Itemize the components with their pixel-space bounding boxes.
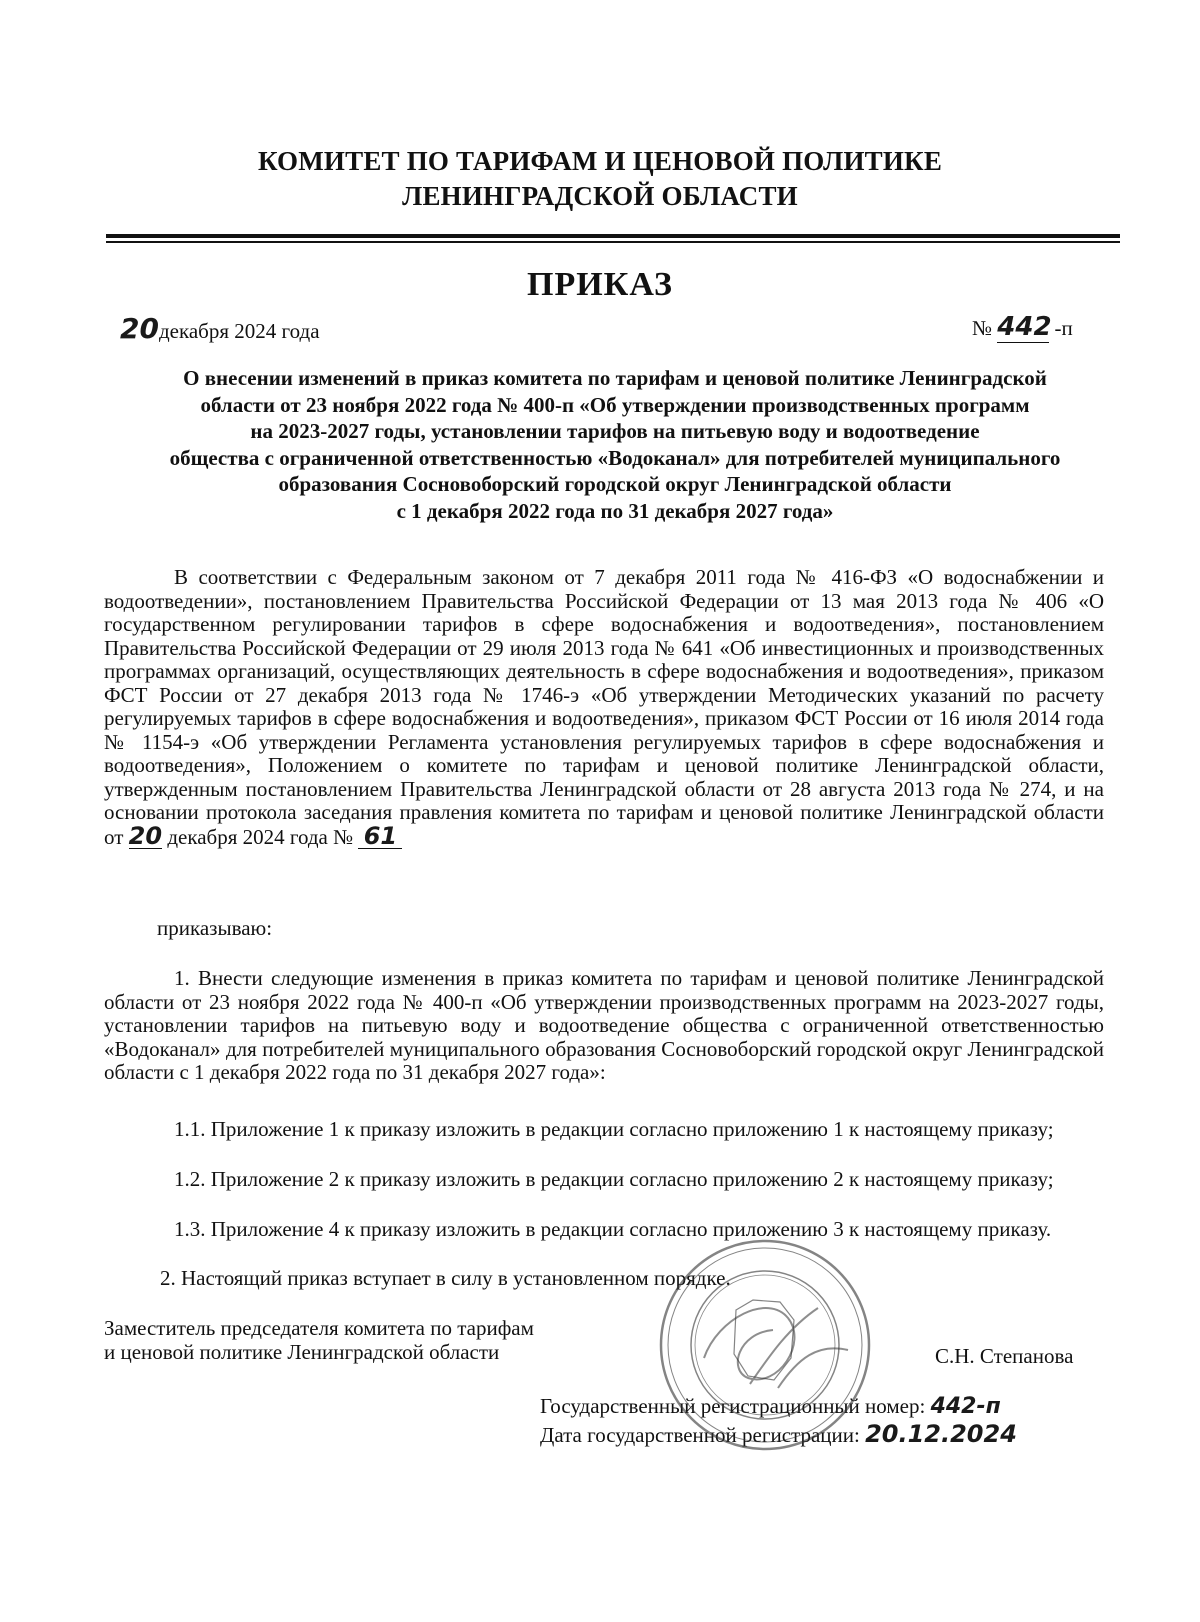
seal-outer-ring bbox=[661, 1241, 869, 1449]
protocol-number-handwritten: 61 bbox=[358, 825, 402, 850]
number-prefix: № bbox=[972, 316, 993, 340]
subject-line: области от 23 ноября 2022 года № 400-п «Об утверждении производственных программ bbox=[200, 392, 1030, 417]
header-rule-thin bbox=[106, 241, 1120, 243]
subject-line: на 2023-2027 годы, установлении тарифов на питьевую воду и водоотведение bbox=[250, 419, 980, 443]
date-day-handwritten: 20 bbox=[120, 312, 159, 345]
date-rest: декабря 2024 года bbox=[158, 319, 320, 343]
item-2: 2. Настоящий приказ вступает в силу в установленном порядке. bbox=[160, 1266, 731, 1290]
document-type-title: ПРИКАЗ bbox=[527, 266, 673, 303]
registration-number-label: Государственный регистрационный номер: bbox=[540, 1394, 926, 1418]
signatory-position-line1: Заместитель председателя комитета по тарифам bbox=[104, 1316, 534, 1340]
registration-number-handwritten: 442-п bbox=[930, 1394, 1001, 1419]
subject-line: общества с ограниченной ответственностью «Водоканал» для потребителей муниципального bbox=[169, 445, 1061, 470]
registration-date-label: Дата государственной регистрации: bbox=[540, 1423, 860, 1447]
order-word: приказываю: bbox=[157, 916, 273, 940]
seal-emblem bbox=[734, 1300, 794, 1380]
item-1-3: 1.3. Приложение 4 к приказу изложить в редакции согласно приложению 3 к настоящему приказу. bbox=[174, 1217, 1052, 1241]
document-date bbox=[120, 312, 320, 345]
item-1-2: 1.2. Приложение 2 к приказу изложить в редакции согласно приложению 2 к настоящему приказу; bbox=[174, 1167, 1054, 1191]
preamble-paragraph bbox=[104, 566, 1104, 849]
org-name-line2: ЛЕНИНГРАДСКОЙ ОБЛАСТИ bbox=[402, 181, 798, 211]
handwritten-signature bbox=[704, 1308, 848, 1388]
document-number bbox=[972, 312, 1073, 343]
preamble-tail: декабря 2024 года № bbox=[167, 824, 354, 849]
protocol-day-handwritten: 20 bbox=[128, 821, 163, 850]
signatory-name: С.Н. Степанова bbox=[935, 1344, 1074, 1368]
registration-date-handwritten: 20.12.2024 bbox=[865, 1420, 1017, 1448]
seal-inner-ring bbox=[691, 1271, 839, 1419]
subject-line: образования Сосновоборский городской округ Ленинградской области bbox=[278, 472, 952, 496]
number-suffix: -п bbox=[1054, 316, 1073, 340]
subject-line: О внесении изменений в приказ комитета по тарифам и ценовой политике Ленинградской bbox=[183, 366, 1047, 390]
preamble-text: В соответствии с Федеральным законом от 7 декабря 2011 года № 416-ФЗ «О водоснабжении и водоотведении», постановлением Правительства Российской Федерации от 13 мая 2013 года № 406 «О государственном регулировании тарифов в сфере водоснабжения и водоотведения», постановлением Правительства Российской Федерации от 29 июля 2013 года № 641 «Об инвестиционных и производственных программах организаций, осуществляющих деятельность в сфере водоснабжения и водоотведения», приказом ФСТ России от 27 декабря 2013 года № 1746-э «Об утверждении Методических указаний по расчету регулируемых тарифов в сфере водоснабжения и водоотведения», приказом ФСТ России от 16 июля 2014 года № 1154-э «Об утверждении Регламента установления регулируемых тарифов в сфере водоснабжения и водоотведения», Положением о комитете по тарифам и ценовой политике Ленинградской области, утвержденным постановлением Правительства Ленинградской области от 28 августа 2013 года № 274, и на основании протокола заседания правления комитета по тарифам и ценовой политике Ленинградской области от bbox=[104, 565, 1104, 849]
signatory-position-line2: и ценовой политике Ленинградской области bbox=[104, 1340, 500, 1364]
item-1-1: 1.1. Приложение 1 к приказу изложить в редакции согласно приложению 1 к настоящему приказу; bbox=[174, 1117, 1054, 1141]
item-1: 1. Внести следующие изменения в приказ комитета по тарифам и ценовой политике Ленинградской области от 23 ноября 2022 года № 400-п «Об утверждении производственных программ на 2023-2027 годы, установлении тарифов на питьевую воду и водоотведение общества с ограниченной ответственностью «Водоканал» для потребителей муниципального образования Сосновоборский городской округ Ленинградской области с 1 декабря 2022 года по 31 декабря 2027 года»: bbox=[104, 966, 1104, 1084]
official-seal bbox=[658, 1238, 872, 1452]
document-subject bbox=[110, 365, 1120, 524]
number-handwritten: 442 bbox=[997, 312, 1052, 342]
header-rule-thick bbox=[106, 234, 1120, 238]
org-name-line1: КОМИТЕТ ПО ТАРИФАМ И ЦЕНОВОЙ ПОЛИТИКЕ bbox=[257, 146, 943, 176]
subject-line: с 1 декабря 2022 года по 31 декабря 2027 года» bbox=[396, 498, 834, 523]
